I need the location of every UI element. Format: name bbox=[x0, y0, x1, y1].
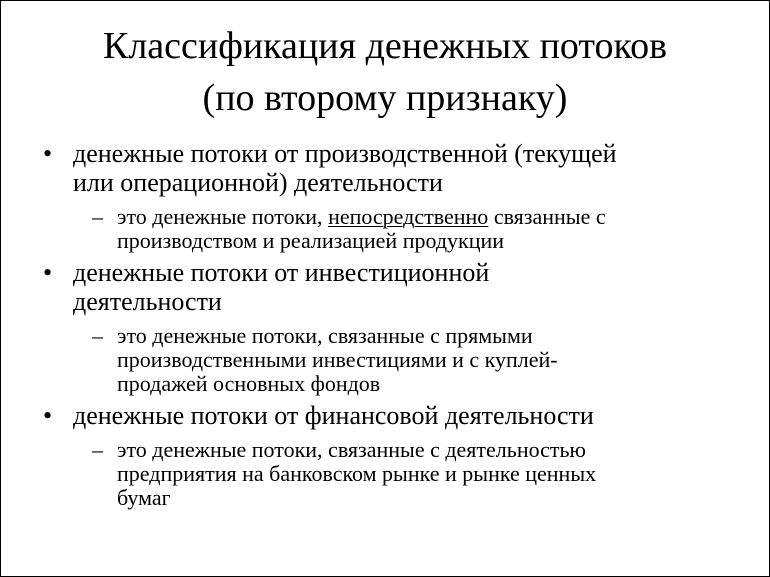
sub-2-line-3: продажей основных фондов bbox=[117, 371, 381, 396]
slide-title-line-2: (по второму признаку) bbox=[202, 77, 568, 119]
bullet-marker: • bbox=[43, 258, 53, 287]
bullet-1-line-1: денежные потоки от производственной (текущей bbox=[73, 139, 617, 168]
sub-3-line-3: бумаг bbox=[117, 485, 171, 510]
sub-1-line-2: производством и реализацией продукции bbox=[117, 228, 505, 253]
sub-2-line-2: производственными инвестициями и с куплей- bbox=[117, 347, 558, 372]
dash-marker: – bbox=[92, 204, 103, 229]
slide-title-line-1: Классификация денежных потоков bbox=[102, 25, 668, 67]
sub-1-text-after: связанные с bbox=[488, 204, 606, 229]
dash-marker: – bbox=[92, 437, 103, 462]
bullet-1-line-2: или операционной) деятельности bbox=[73, 168, 443, 197]
sub-3-line-2: предприятия на банковском рынке и рынке ценных bbox=[117, 461, 597, 486]
sub-2-line-1: это денежные потоки, связанные с прямыми bbox=[117, 323, 533, 348]
sub-1-underlined-word: непосредственно bbox=[328, 204, 489, 229]
bullet-2-line-2: деятельности bbox=[73, 287, 222, 316]
sub-3-line-1: это денежные потоки, связанные с деятельностью bbox=[117, 437, 586, 462]
bullet-marker: • bbox=[43, 401, 53, 430]
sub-1-line-1 bbox=[117, 205, 606, 229]
bullet-3-line-1: денежные потоки от финансовой деятельности bbox=[73, 401, 594, 430]
dash-marker: – bbox=[92, 323, 103, 348]
sub-1-text-before: это денежные потоки, bbox=[117, 204, 329, 229]
bullet-2-line-1: денежные потоки от инвестиционной bbox=[73, 258, 490, 287]
bullet-marker: • bbox=[43, 139, 53, 168]
